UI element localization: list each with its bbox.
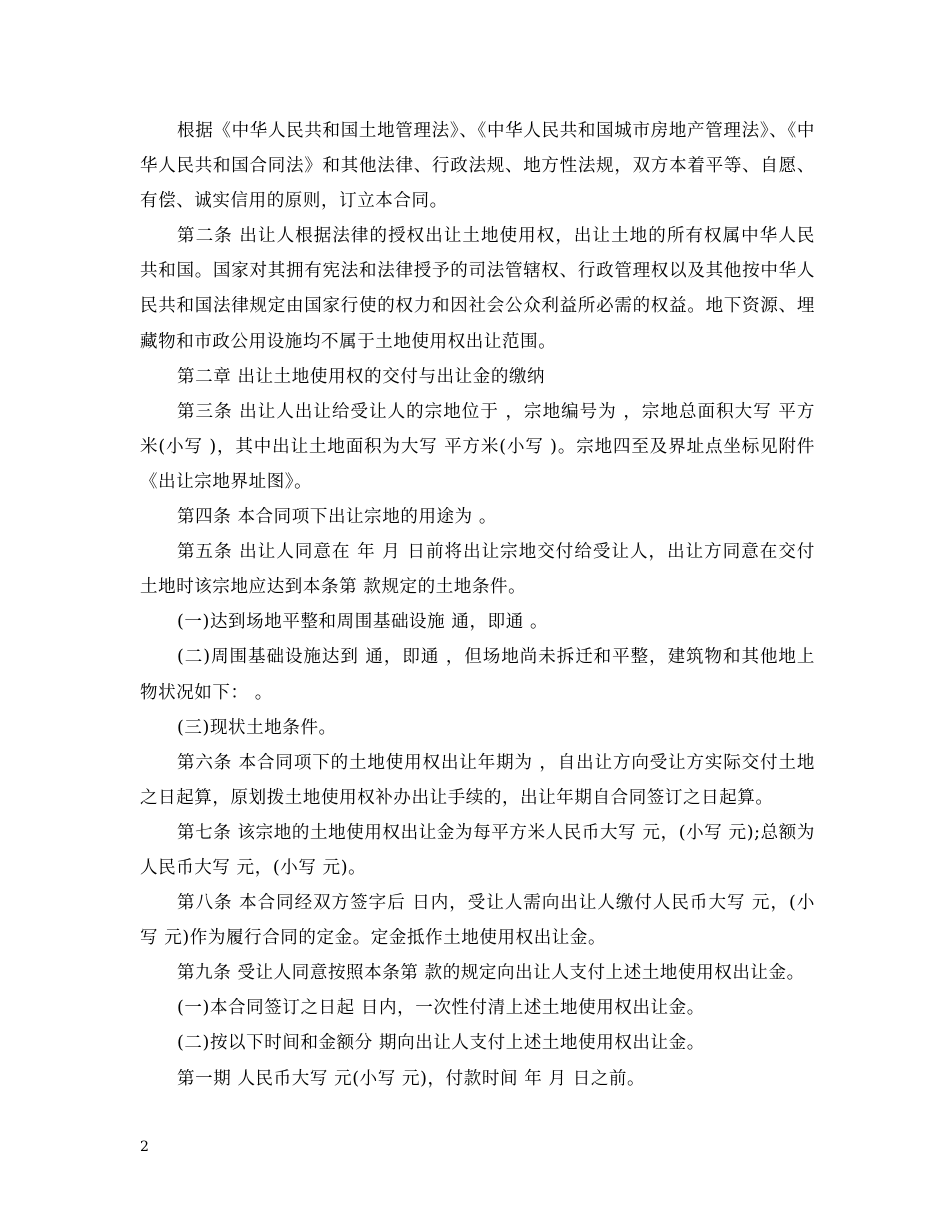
- paragraph: (二)周围基础设施达到 通，即通 ，但场地尚未拆迁和平整，建筑物和其他地上物状况如下： 。: [140, 647, 815, 703]
- paragraph: 第八条 本合同经双方签字后 日内，受让人需向出让人缴付人民币大写 元，(小写 元)作为履行合同的定金。定金抵作土地使用权出让金。: [140, 893, 815, 949]
- paragraph: 第一期 人民币大写 元(小写 元)，付款时间 年 月 日之前。: [177, 1068, 646, 1089]
- page-number: 2: [140, 1139, 149, 1155]
- paragraph: 第四条 本合同项下出让宗地的用途为 。: [177, 507, 498, 528]
- paragraph: (二)按以下时间和金额分 期向出让人支付上述土地使用权出让金。: [177, 1033, 705, 1054]
- paragraph: 第五条 出让人同意在 年 月 日前将出让宗地交付给受让人，出让方同意在交付土地时该宗地应达到本条第 款规定的土地条件。: [140, 542, 815, 598]
- document-body: [140, 114, 815, 1097]
- paragraph: (一)达到场地平整和周围基础设施 通，即通 。: [177, 612, 549, 633]
- paragraph: 第七条 该宗地的土地使用权出让金为每平方米人民币大写 元，(小写 元);总额为人民币大写 元，(小写 元)。: [140, 822, 815, 878]
- paragraph: (三)现状土地条件。: [177, 717, 337, 738]
- paragraph: 第六条 本合同项下的土地使用权出让年期为 ，自出让方向受让方实际交付土地之日起算，原划拨土地使用权补办出让手续的，出让年期自合同签订之日起算。: [140, 752, 815, 808]
- paragraph: 第三条 出让人出让给受让人的宗地位于 ，宗地编号为 ，宗地总面积大写 平方米(小写 )，其中出让土地面积为大写 平方米(小写 )。宗地四至及界址点坐标见附件《出让宗地界址图》。: [140, 401, 815, 492]
- chapter-heading: 第二章 出让土地使用权的交付与出让金的缴纳: [177, 366, 546, 387]
- paragraph: 根据《中华人民共和国土地管理法》、《中华人民共和国城市房地产管理法》、《中华人民共和国合同法》和其他法律、行政法规、地方性法规，双方本着平等、自愿、有偿、诚实信用的原则，订立本合同。: [140, 121, 815, 212]
- paragraph: 第九条 受让人同意按照本条第 款的规定向出让人支付上述土地使用权出让金。: [177, 963, 805, 984]
- paragraph: 第二条 出让人根据法律的授权出让土地使用权，出让土地的所有权属中华人民共和国。国家对其拥有宪法和法律授予的司法管辖权、行政管理权以及其他按中华人民共和国法律规定由国家行使的权力和因社会公众利益所必需的权益。地下资源、埋藏物和市政公用设施均不属于土地使用权出让范围。: [140, 226, 815, 352]
- paragraph: (一)本合同签订之日起 日内，一次性付清上述土地使用权出让金。: [177, 998, 705, 1019]
